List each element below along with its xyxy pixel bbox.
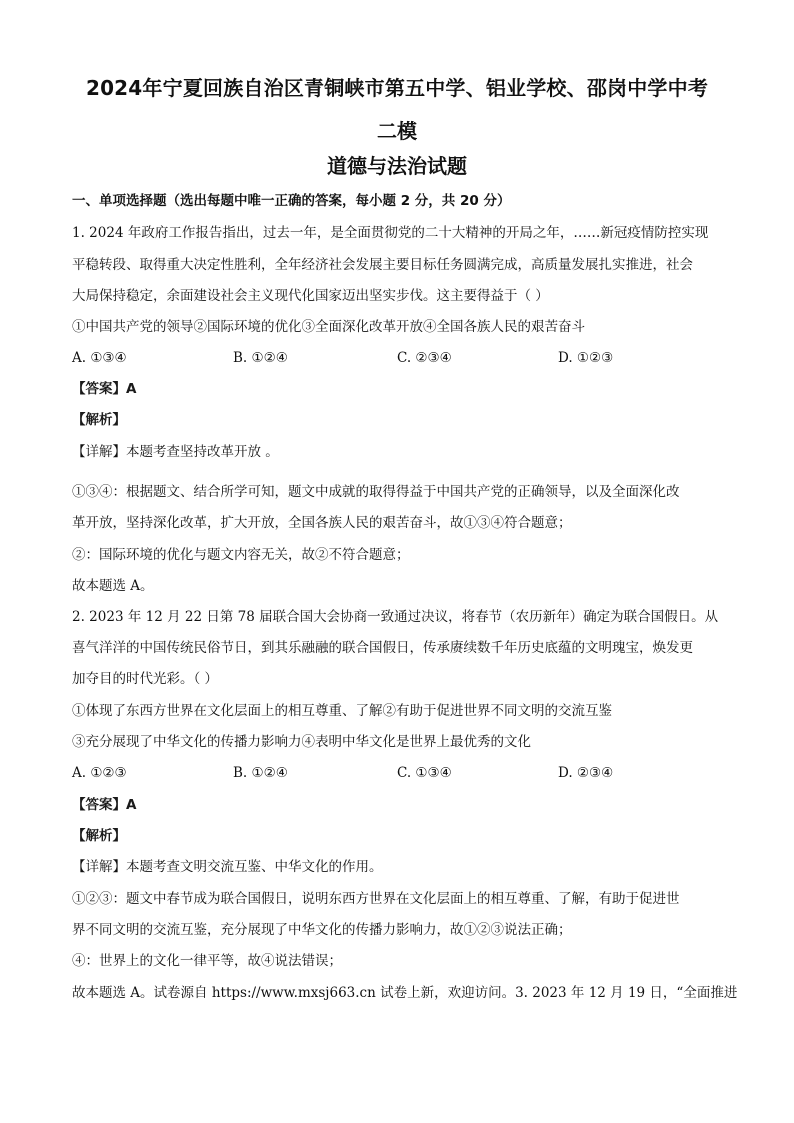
q2-explanation-1-line1: ①②③：题文中春节成为联合国假日，说明东西方世界在文化层面上的相互尊重、了解，有助于促进世 xyxy=(72,891,680,907)
q2-answer: 【答案】A xyxy=(72,797,137,813)
q2-statements-line1: ①体现了东西方世界在文化层面上的相互尊重、了解②有助于促进世界不同文明的交流互鉴 xyxy=(72,703,612,719)
q1-explanation-1-line2: 革开放，坚持深化改革，扩大开放，全国各族人民的艰苦奋斗，故①③④符合题意； xyxy=(72,515,572,531)
section-heading: 一、单项选择题（选出每题中唯一正确的答案，每小题 2 分，共 20 分） xyxy=(72,193,511,209)
q2-option-c: C. ①③④ xyxy=(397,765,452,781)
q1-conclusion: 故本题选 A。 xyxy=(72,578,154,594)
q1-statements: ①中国共产党的领导②国际环境的优化③全面深化改革开放④全国各族人民的艰苦奋斗 xyxy=(72,319,585,335)
q1-detail: 【详解】本题考查坚持改革开放 。 xyxy=(72,444,279,460)
q1-explanation-1-line1: ①③④：根据题文、结合所学可知，题文中成就的取得得益于中国共产党的正确领导，以及全面深化改 xyxy=(72,484,680,500)
q1-stem-line3: 大局保持稳定，余面建设社会主义现代化国家迈出坚实步伐。这主要得益于（ ） xyxy=(72,288,549,304)
q2-detail: 【详解】本题考查文明交流互鉴、中华文化的作用。 xyxy=(72,859,383,875)
q2-stem-line1: 2. 2023 年 12 月 22 日第 78 届联合国大会协商一致通过决议，将春节（农历新年）确定为联合国假日。从 xyxy=(72,609,719,625)
q1-option-b: B. ①②④ xyxy=(233,350,288,366)
q2-option-a: A. ①②③ xyxy=(72,765,127,781)
q2-option-d: D. ②③④ xyxy=(558,765,614,781)
q1-explanation-2: ②：国际环境的优化与题文内容无关，故②不符合题意； xyxy=(72,547,410,563)
q1-stem-line1: 1. 2024 年政府工作报告指出，过去一年，是全面贯彻党的二十大精神的开局之年，……新冠疫情防控实现 xyxy=(72,225,709,241)
q1-analysis-label: 【解析】 xyxy=(72,412,126,428)
exam-title-line2: 二模 xyxy=(377,119,417,143)
q2-explanation-1-line2: 界不同文明的交流互鉴，充分展现了中华文化的传播力影响力，故①②③说法正确； xyxy=(72,922,572,938)
q1-option-c: C. ②③④ xyxy=(397,350,452,366)
exam-title-line1: 2024年宁夏回族自治区青铜峡市第五中学、铝业学校、邵岗中学中考 xyxy=(85,76,709,100)
q1-option-d: D. ①②③ xyxy=(558,350,614,366)
q1-answer: 【答案】A xyxy=(72,381,137,397)
q2-statements-line2: ③充分展现了中华文化的传播力影响力④表明中华文化是世界上最优秀的文化 xyxy=(72,734,531,750)
q2-explanation-2: ④：世界上的文化一律平等，故④说法错误； xyxy=(72,953,342,969)
q1-stem-line2: 平稳转段、取得重大决定性胜利，全年经济社会发展主要目标任务圆满完成，高质量发展扎实推进，社会 xyxy=(72,257,693,273)
subject-title: 道德与法治试题 xyxy=(327,154,467,178)
q1-option-a: A. ①③④ xyxy=(72,350,127,366)
q2-conclusion-and-q3-start: 故本题选 A。试卷源自 https://www.mxsj663.cn 试卷上新，欢迎访问。3. 2023 年 12 月 19 日，“全面推进 xyxy=(72,985,738,1001)
q2-analysis-label: 【解析】 xyxy=(72,828,126,844)
q2-stem-line2: 喜气洋洋的中国传统民俗节日，到其乐融融的联合国假日，传承赓续数千年历史底蕴的文明瑰宝，焕发更 xyxy=(72,640,693,656)
q2-option-b: B. ①②④ xyxy=(233,765,288,781)
q2-stem-line3: 加夺目的时代光彩。（ ） xyxy=(72,671,219,687)
